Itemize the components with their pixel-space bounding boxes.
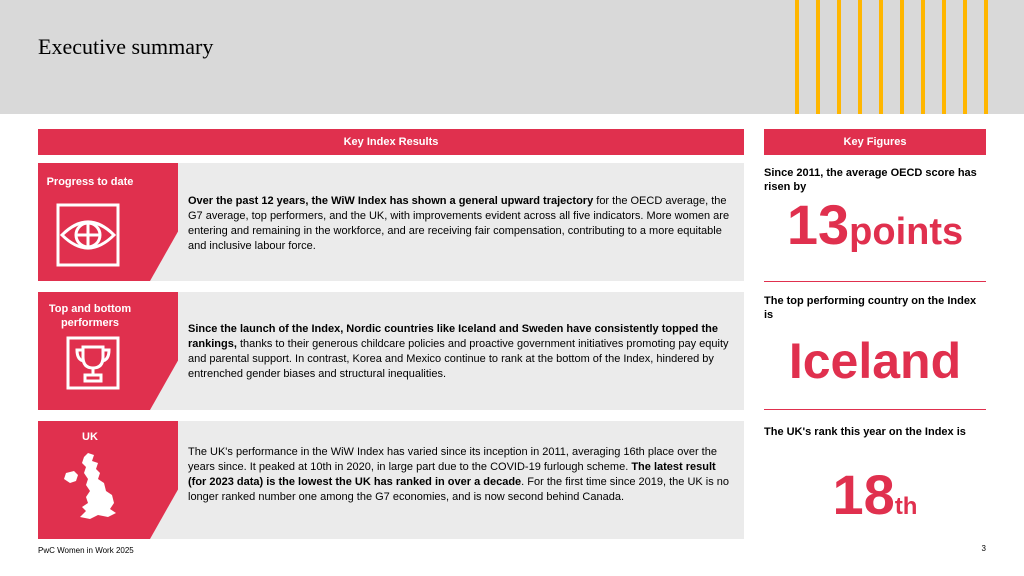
key-figure-value: Iceland — [788, 333, 962, 389]
key-figure-value — [764, 190, 986, 275]
divider — [764, 281, 986, 282]
trophy-icon — [66, 336, 120, 390]
key-figure-label: Since 2011, the average OECD score has risen by — [764, 167, 977, 193]
uk-map-icon — [58, 451, 124, 523]
section-bold-text: The latest result (for 2023 data) is the lowest the UK has ranked in over a decade — [188, 461, 716, 488]
key-figures-heading: Key Figures — [764, 129, 986, 155]
section-bold-text: Since the launch of the Index, Nordic countries like Iceland and Sweden have consistently topped the rankings, — [188, 323, 718, 350]
section-text — [188, 445, 736, 505]
section-text — [188, 322, 736, 382]
section-body-text-start: The UK's performance in the WiW Index has varied since its inception in 2011, averaging 16th place over the years since. It peaked at 10th in 2020, in large part due to the COVID-19 furlough scheme. — [188, 446, 717, 473]
page-number: 3 — [981, 544, 986, 553]
header-band — [0, 0, 1024, 114]
key-figure-suffix: th — [894, 493, 918, 520]
eye-target-icon — [56, 203, 120, 267]
key-figure-value — [764, 460, 986, 545]
key-figure-number: 13 — [786, 193, 850, 256]
key-figure-label: The UK's rank this year on the Index is — [764, 426, 966, 438]
footer-text: PwC Women in Work 2025 — [38, 546, 134, 555]
section-progress — [38, 163, 744, 281]
key-index-heading: Key Index Results — [38, 129, 744, 155]
section-body-text: thanks to their generous childcare policies and proactive government initiatives promoting pay equity and parental support. In contrast, Korea and Mexico continue to rank at the bottom of the Index, hindered by entrenched gender biases and structural inequalities. — [188, 338, 729, 380]
section-top-bottom — [38, 292, 744, 410]
section-text — [188, 194, 736, 254]
section-body-text: for the OECD average, the G7 average, top performers, and the UK, with improvements evident across all five indicators. More women are entering and remaining in the workforce, and are receiving fair compensation, contributing to a more equitable and inclusive labour force. — [188, 195, 730, 252]
key-figure-suffix: points — [849, 211, 964, 253]
key-figure-number: 18 — [832, 463, 895, 526]
section-label: UK — [82, 431, 98, 443]
section-label: Progress to date — [46, 176, 134, 188]
decorative-stripes — [795, 0, 990, 114]
key-figure-label: The top performing country on the Index is — [764, 295, 977, 321]
section-body-text: . For the first time since 2019, the UK is no longer ranked number one among the G7 economies, and is now second behind Canada. — [188, 476, 730, 503]
section-label: Top and bottom performers — [48, 303, 132, 329]
section-bold-text: Over the past 12 years, the WiW Index has shown a general upward trajectory — [188, 195, 594, 207]
divider — [764, 409, 986, 410]
section-uk — [38, 421, 744, 539]
page-title: Executive summary — [38, 34, 214, 59]
